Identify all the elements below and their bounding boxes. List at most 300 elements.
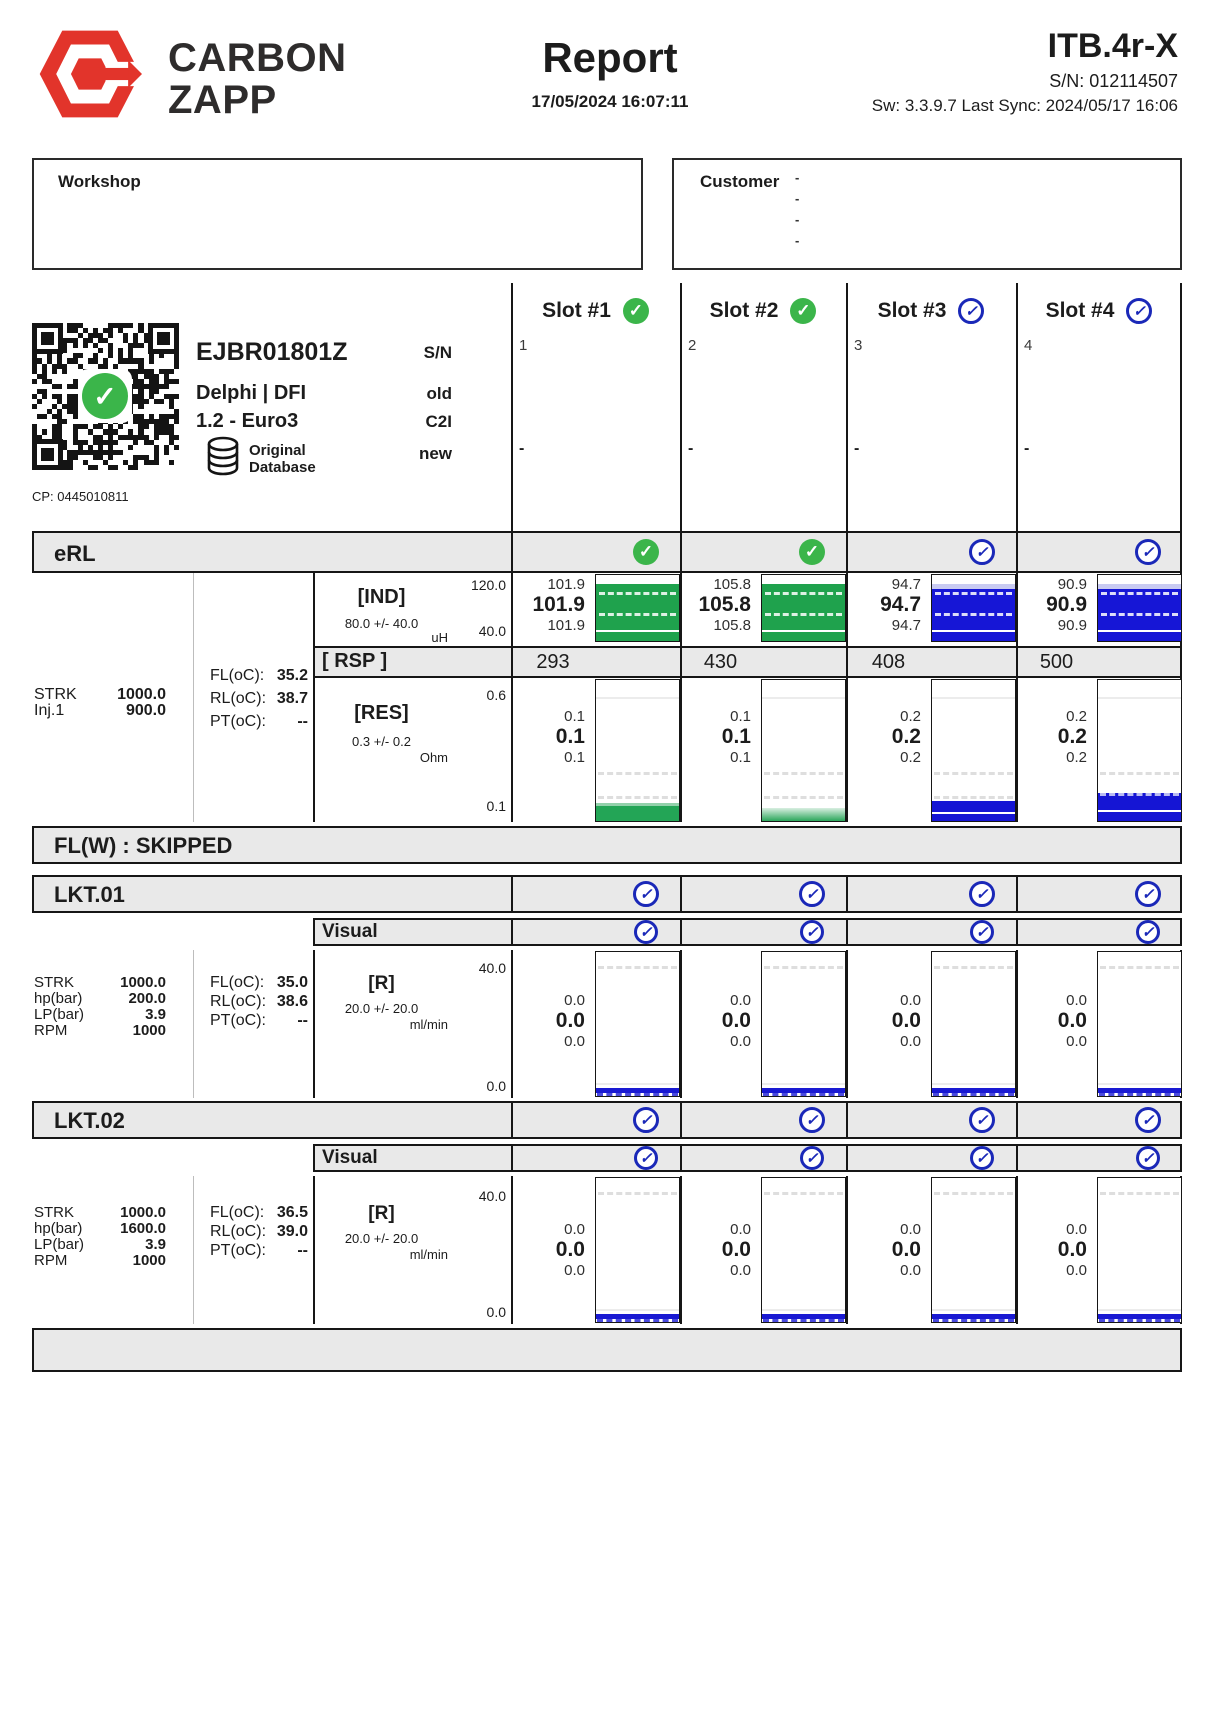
lkt02-chart-slot3: [931, 1177, 1016, 1323]
value-post: 0.1: [730, 749, 751, 766]
lkt01-slot3-values: [848, 992, 921, 1050]
param-label: STRK: [34, 974, 75, 991]
value-pre: 0.0: [730, 992, 751, 1009]
test-unit-r: ml/min: [409, 1017, 448, 1032]
ind-slot4-values: [1018, 576, 1087, 634]
chart-gridline: [1098, 1083, 1181, 1085]
param-label: STRK: [34, 686, 77, 703]
chart-line: [932, 630, 1015, 632]
chart-gridline: [1100, 966, 1179, 969]
qr-finder-icon: [148, 323, 179, 354]
slot4-number: 4: [1024, 337, 1033, 354]
axis-bottom-ind: 40.0: [478, 623, 506, 639]
divider: [680, 877, 682, 911]
check-circle-blue-icon: [958, 298, 984, 324]
value-main: 0.2: [891, 725, 921, 748]
lkt02-visual-label: Visual: [322, 1147, 378, 1168]
temp-label: RL(oC):: [210, 690, 267, 707]
value-pre: 0.0: [1066, 992, 1087, 1009]
test-name-res: [RES]: [354, 702, 409, 724]
customer-field-dash: -: [795, 170, 800, 185]
chart-gridline: [1100, 772, 1179, 775]
divider: [680, 1146, 682, 1170]
chart-bar: [932, 801, 1015, 821]
value-post: 90.9: [1057, 617, 1087, 634]
param-value: 3.9: [145, 1236, 166, 1253]
value-main: 90.9: [1046, 593, 1087, 616]
divider: [846, 920, 848, 944]
chart-gridline: [1101, 592, 1178, 595]
param-value: 1000.0: [120, 974, 166, 991]
test-name-rsp: [ RSP ]: [322, 650, 388, 672]
lkt02-chart-slot4: [1097, 1177, 1182, 1323]
divider: [313, 573, 315, 822]
chart-gridline: [598, 796, 677, 799]
value-main: 101.9: [532, 593, 585, 616]
ind-slot3-values: [848, 576, 921, 634]
chart-gridline: [596, 1309, 679, 1311]
injector-code: EJBR01801Z: [196, 338, 348, 366]
value-pre: 0.0: [564, 1221, 585, 1238]
customer-field-dash: -: [795, 212, 800, 227]
param-label: RPM: [34, 1252, 68, 1269]
brand-word-zapp: ZAPP: [168, 78, 277, 122]
rsp-slot1-value: 293: [536, 651, 570, 673]
slot3-new-value: -: [854, 440, 860, 457]
check-circle-blue-icon: [970, 1146, 994, 1170]
value-post: 0.0: [900, 1033, 921, 1050]
value-pre: 0.2: [900, 708, 921, 725]
param-label: STRK: [34, 1204, 75, 1221]
chart-gridline: [934, 796, 1013, 799]
slot1-new-value: -: [519, 440, 525, 457]
check-circle-blue-icon: [634, 1146, 658, 1170]
chart-gridline: [1101, 613, 1178, 616]
divider: [193, 1176, 194, 1324]
check-circle-blue-icon: [970, 920, 994, 944]
divider: [1016, 1103, 1018, 1137]
device-info: [872, 28, 1178, 116]
chart-line: [1098, 810, 1181, 812]
value-main: 0.0: [555, 1238, 585, 1261]
axis-bottom-res: 0.1: [486, 798, 506, 814]
lkt02-slot1-values: [513, 1221, 585, 1279]
chart-bar: [596, 806, 679, 821]
param-label: hp(bar): [34, 1220, 83, 1237]
check-circle-blue-icon: [969, 881, 995, 907]
temp-row: [210, 1223, 308, 1241]
value-post: 0.0: [730, 1033, 751, 1050]
check-circle-blue-icon: [633, 1107, 659, 1133]
chart-gridline: [935, 592, 1012, 595]
qr-verified-check-icon: [82, 373, 128, 424]
temp-value: 38.7: [276, 690, 308, 707]
chart-gridline: [935, 613, 1012, 616]
check-circle-blue-icon: [1135, 539, 1161, 565]
temp-value: 39.0: [276, 1223, 308, 1240]
ind-slot2-values: [682, 576, 751, 634]
param-value: 1000.0: [117, 686, 166, 703]
param-value: 900.0: [125, 702, 166, 719]
lkt01-visual-bar: [313, 918, 1182, 946]
temp-label: FL(oC):: [210, 667, 265, 684]
lkt02-chart-slot2: [761, 1177, 846, 1323]
temp-row: [210, 974, 308, 992]
value-post: 0.0: [564, 1262, 585, 1279]
test-unit-ind: uH: [431, 630, 448, 645]
erl-section-bar: [32, 531, 1182, 573]
lkt02-visual-bar: [313, 1144, 1182, 1172]
database-icon: [205, 436, 243, 476]
value-pre: 0.0: [1066, 1221, 1087, 1238]
lkt01-visual-label: Visual: [322, 921, 378, 942]
qr-finder-icon: [32, 323, 63, 354]
temp-value: 35.2: [276, 667, 308, 684]
divider: [511, 533, 513, 571]
database-badge-line1: Original: [249, 442, 306, 459]
res-chart-slot1: [595, 679, 680, 822]
value-post: 0.2: [1066, 749, 1087, 766]
temp-row: [210, 713, 308, 731]
chart-gridline: [598, 1192, 677, 1195]
check-circle-blue-icon: [1135, 1107, 1161, 1133]
test-tolerance-res: 0.3 +/- 0.2: [352, 734, 411, 749]
lkt01-section-bar: [32, 875, 1182, 913]
lkt01-title: LKT.01: [54, 882, 125, 907]
chart-gridline: [932, 697, 1015, 699]
param-value: 1000.0: [120, 1204, 166, 1221]
check-circle-green-icon: [799, 539, 825, 565]
check-circle-blue-icon: [800, 920, 824, 944]
temp-label: PT(oC):: [210, 1012, 266, 1029]
value-post: 0.0: [730, 1262, 751, 1279]
row-label-c2i: C2I: [425, 412, 452, 431]
check-circle-blue-icon: [969, 1107, 995, 1133]
test-tolerance-ind: 80.0 +/- 40.0: [344, 616, 419, 631]
lkt01-slot4-values: [1018, 992, 1087, 1050]
check-circle-blue-icon: [633, 881, 659, 907]
slot4-header: [1016, 294, 1182, 328]
customer-field-dash: -: [795, 191, 800, 206]
divider: [846, 877, 848, 911]
value-main: 0.0: [891, 1238, 921, 1261]
chart-line: [932, 812, 1015, 814]
chart-gridline: [933, 1093, 1014, 1096]
slot2-title: Slot #2: [709, 299, 779, 322]
ind-chart-slot4: [1097, 574, 1182, 642]
param-value: 3.9: [145, 1006, 166, 1023]
chart-gridline: [934, 966, 1013, 969]
value-post: 0.0: [900, 1262, 921, 1279]
chart-bar: [1098, 793, 1181, 821]
test-tolerance-r: 20.0 +/- 20.0: [344, 1001, 419, 1016]
param-value: 1000: [132, 1022, 166, 1039]
chart-gridline: [1100, 793, 1179, 796]
param-label: hp(bar): [34, 990, 83, 1007]
carbon-zapp-logo-icon: [38, 22, 142, 126]
test-tolerance-r2: 20.0 +/- 20.0: [344, 1231, 419, 1246]
check-circle-blue-icon: [1126, 298, 1152, 324]
temp-value: --: [297, 1242, 308, 1259]
res-slot3-values: [848, 708, 921, 766]
value-post: 94.7: [891, 617, 921, 634]
divider: [1016, 533, 1018, 571]
temp-label: RL(oC):: [210, 993, 267, 1010]
slot3-title: Slot #3: [877, 299, 947, 322]
rsp-slot2-value: 430: [703, 651, 738, 673]
param-row: [34, 990, 166, 1007]
report-datetime: 17/05/2024 16:07:11: [531, 92, 689, 111]
param-row: [34, 1220, 166, 1237]
chart-gridline: [764, 772, 843, 775]
chart-gridline: [1098, 697, 1181, 699]
lkt02-slot4-values: [1018, 1221, 1087, 1279]
value-post: 0.1: [564, 749, 585, 766]
param-label: LP(bar): [34, 1006, 85, 1023]
chart-gridline: [765, 592, 842, 595]
ind-chart-slot1: [595, 574, 680, 642]
lkt01-slot1-values: [513, 992, 585, 1050]
check-circle-blue-icon: [1135, 881, 1161, 907]
temp-label: RL(oC):: [210, 1223, 267, 1240]
check-circle-blue-icon: [800, 1146, 824, 1170]
lkt01-chart-slot1: [595, 951, 680, 1097]
value-post: 0.0: [1066, 1262, 1087, 1279]
temp-label: FL(oC):: [210, 1204, 265, 1221]
axis-top-r2: 40.0: [478, 1188, 506, 1204]
lkt01-slot2-values: [682, 992, 751, 1050]
flw-title: FL(W) : SKIPPED: [54, 833, 233, 858]
footer-bar: [32, 1328, 1182, 1372]
chart-gridline: [764, 1192, 843, 1195]
slot4-title: Slot #4: [1045, 299, 1115, 322]
lkt02-chart-slot1: [595, 1177, 680, 1323]
chart-gridline: [1099, 1319, 1180, 1322]
rsp-slot4-value: 500: [1039, 651, 1074, 673]
lkt01-chart-slot3: [931, 951, 1016, 1097]
param-row: [34, 1236, 166, 1253]
value-main: 105.8: [698, 593, 751, 616]
chart-gridline: [764, 966, 843, 969]
axis-bottom-r: 0.0: [486, 1078, 506, 1094]
slot1-title: Slot #1: [542, 299, 611, 322]
injector-make: Delphi | DFI: [196, 382, 307, 404]
chart-gridline: [765, 613, 842, 616]
chart-line: [1098, 630, 1181, 632]
lkt01-chart-slot2: [761, 951, 846, 1097]
divider: [511, 920, 513, 944]
value-main: 94.7: [880, 593, 921, 616]
chart-gridline: [1099, 1093, 1180, 1096]
chart-gridline: [596, 1083, 679, 1085]
temp-row: [210, 993, 308, 1011]
value-main: 0.0: [555, 1009, 585, 1032]
chart-gridline: [763, 1093, 844, 1096]
row-label-old: old: [426, 384, 452, 403]
param-row: [34, 1204, 166, 1221]
check-circle-blue-icon: [1136, 1146, 1160, 1170]
divider: [846, 1146, 848, 1170]
row-label-new: new: [418, 444, 452, 463]
chart-gridline: [764, 796, 843, 799]
check-circle-green-icon: [623, 298, 649, 324]
qr-finder-icon: [32, 439, 63, 470]
temp-value: --: [297, 713, 308, 730]
database-badge: [249, 442, 316, 477]
res-chart-slot3: [931, 679, 1016, 822]
axis-bottom-r2: 0.0: [486, 1304, 506, 1320]
lkt01-chart-slot4: [1097, 951, 1182, 1097]
workshop-label: Workshop: [58, 172, 141, 191]
value-pre: 0.0: [564, 992, 585, 1009]
temp-label: PT(oC):: [210, 1242, 266, 1259]
value-main: 0.0: [1057, 1238, 1087, 1261]
divider: [1016, 920, 1018, 944]
chart-gridline: [597, 1093, 678, 1096]
check-circle-green-icon: [790, 298, 816, 324]
res-slot4-values: [1018, 708, 1087, 766]
param-row: [34, 702, 166, 720]
value-post: 0.2: [900, 749, 921, 766]
chart-gridline: [598, 772, 677, 775]
param-label: Inj.1: [34, 702, 65, 719]
chart-gridline: [762, 1083, 845, 1085]
divider: [193, 950, 194, 1098]
value-main: 0.0: [721, 1238, 751, 1261]
lkt02-title: LKT.02: [54, 1108, 125, 1133]
temp-value: 38.6: [276, 993, 308, 1010]
chart-gridline: [934, 772, 1013, 775]
divider: [511, 1103, 513, 1137]
value-pre: 0.1: [730, 708, 751, 725]
value-main: 0.0: [891, 1009, 921, 1032]
database-badge-line2: Database: [249, 459, 316, 477]
res-chart-slot2: [761, 679, 846, 822]
axis-top-r: 40.0: [478, 960, 506, 976]
lkt02-section-bar: [32, 1101, 1182, 1139]
customer-field-dash: -: [795, 233, 800, 248]
value-pre: 90.9: [1057, 576, 1087, 593]
chart-gridline: [1098, 1309, 1181, 1311]
customer-label: Customer: [700, 172, 780, 191]
check-circle-blue-icon: [969, 539, 995, 565]
value-pre: 0.1: [564, 708, 585, 725]
value-pre: 101.9: [547, 576, 585, 593]
test-name-r: [R]: [368, 973, 395, 994]
erl-title: eRL: [54, 541, 96, 566]
value-pre: 0.0: [730, 1221, 751, 1238]
chart-cap: [1098, 584, 1181, 589]
divider: [1016, 1146, 1018, 1170]
value-pre: 94.7: [891, 576, 921, 593]
axis-top-res: 0.6: [486, 687, 506, 703]
param-value: 1000: [132, 1252, 166, 1269]
divider: [193, 573, 194, 822]
param-value: 1600.0: [120, 1220, 166, 1237]
value-post: 0.0: [564, 1033, 585, 1050]
lkt02-slot3-values: [848, 1221, 921, 1279]
temp-label: FL(oC):: [210, 974, 265, 991]
value-main: 0.1: [555, 725, 585, 748]
divider: [846, 533, 848, 571]
temp-value: 35.0: [276, 974, 308, 991]
ind-slot1-values: [513, 576, 585, 634]
lkt02-slot2-values: [682, 1221, 751, 1279]
chart-gridline: [762, 1309, 845, 1311]
value-main: 0.1: [721, 725, 751, 748]
value-post: 101.9: [547, 617, 585, 634]
row-label-sn: S/N: [423, 343, 452, 362]
device-serial: S/N: 012114507: [1049, 71, 1178, 92]
param-row: [34, 1022, 166, 1039]
injector-euro: 1.2 - Euro3: [196, 410, 299, 432]
chart-bar: [762, 808, 845, 821]
temp-row: [210, 1204, 308, 1222]
chart-gridline: [932, 1083, 1015, 1085]
temp-row: [210, 690, 308, 708]
param-value: 200.0: [128, 990, 166, 1007]
test-name-ind: [IND]: [357, 586, 406, 608]
value-pre: 0.0: [900, 992, 921, 1009]
slot1-header: [511, 294, 680, 328]
divider: [511, 877, 513, 911]
report-title: Report: [542, 34, 678, 81]
check-circle-green-icon: [633, 539, 659, 565]
chart-line: [762, 630, 845, 632]
chart-gridline: [932, 1309, 1015, 1311]
check-circle-blue-icon: [799, 1107, 825, 1133]
temp-label: PT(oC):: [210, 713, 266, 730]
check-circle-blue-icon: [634, 920, 658, 944]
value-main: 0.0: [721, 1009, 751, 1032]
chart-gridline: [597, 1319, 678, 1322]
chart-cap: [932, 584, 1015, 589]
value-pre: 0.0: [900, 1221, 921, 1238]
temp-row: [210, 1242, 308, 1260]
param-row: [34, 974, 166, 991]
ind-chart-slot2: [761, 574, 846, 642]
res-chart-slot4: [1097, 679, 1182, 822]
slot2-number: 2: [688, 337, 697, 354]
check-circle-blue-icon: [1136, 920, 1160, 944]
value-main: 0.2: [1057, 725, 1087, 748]
value-post: 105.8: [713, 617, 751, 634]
value-main: 0.0: [1057, 1009, 1087, 1032]
chart-gridline: [1100, 1192, 1179, 1195]
divider: [680, 533, 682, 571]
chart-gridline: [599, 613, 676, 616]
param-row: [34, 1252, 166, 1269]
divider: [1016, 877, 1018, 911]
chart-gridline: [596, 697, 679, 699]
temp-row: [210, 1012, 308, 1030]
device-sw-sync: Sw: 3.3.9.7 Last Sync: 2024/05/17 16:06: [871, 96, 1178, 116]
divider: [511, 1146, 513, 1170]
chart-gridline: [598, 966, 677, 969]
check-circle-blue-icon: [799, 881, 825, 907]
chart-line: [596, 630, 679, 632]
slot2-new-value: -: [688, 440, 694, 457]
slot1-number: 1: [519, 337, 528, 354]
test-name-r2: [R]: [368, 1203, 395, 1224]
chart-gridline: [933, 1319, 1014, 1322]
divider: [680, 1103, 682, 1137]
res-slot2-values: [682, 708, 751, 766]
device-model: ITB.4r-X: [1047, 27, 1178, 65]
chart-gridline: [599, 592, 676, 595]
temp-value: --: [297, 1012, 308, 1029]
slot4-new-value: -: [1024, 440, 1030, 457]
